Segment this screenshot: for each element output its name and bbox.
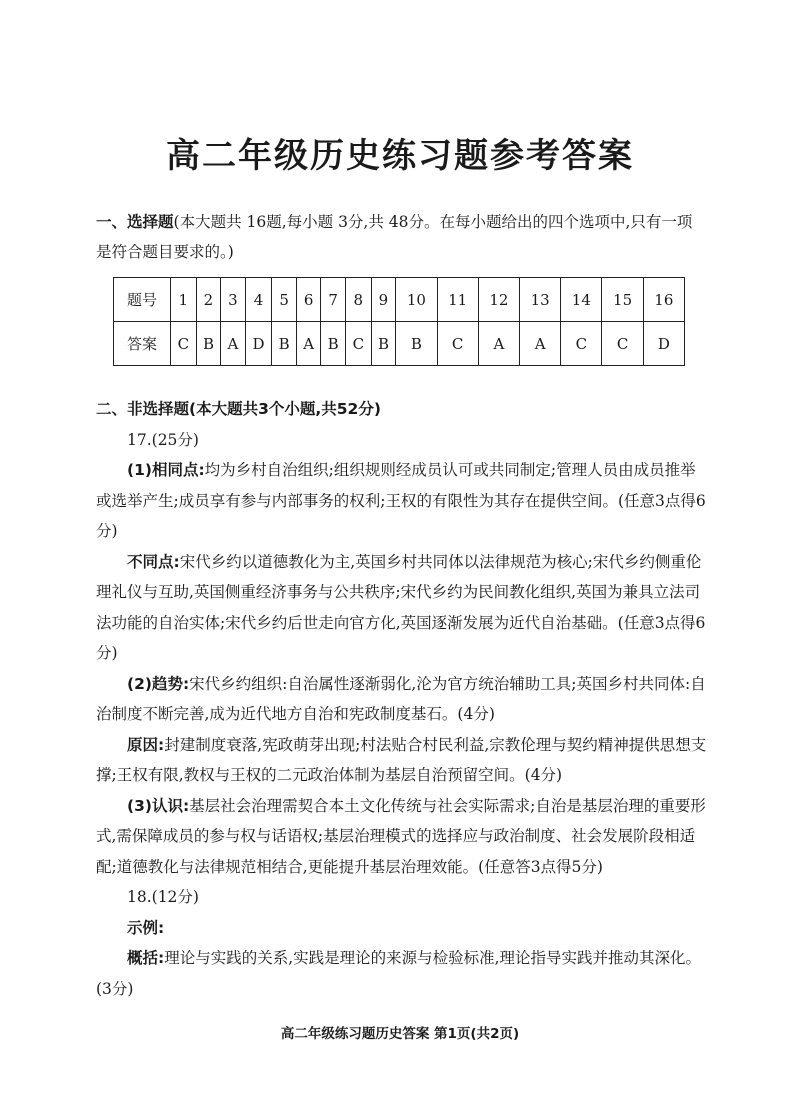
table-row-answers bbox=[114, 322, 685, 366]
answer-cell: A bbox=[221, 322, 245, 366]
answer-table bbox=[113, 277, 685, 366]
question-number-cell: 8 bbox=[346, 278, 372, 322]
question-number-cell: 15 bbox=[602, 278, 643, 322]
answer-cell: D bbox=[245, 322, 272, 366]
section1-intro bbox=[96, 207, 706, 267]
section2-content bbox=[96, 394, 708, 1004]
row-label-number: 题号 bbox=[114, 278, 171, 322]
question-number-cell: 13 bbox=[520, 278, 561, 322]
answer-cell: B bbox=[396, 322, 437, 366]
question-number-cell: 4 bbox=[245, 278, 272, 322]
q17-similarities-label: (1)相同点: bbox=[127, 461, 205, 479]
q17-paragraph-reasons bbox=[96, 730, 708, 791]
q17-paragraph-differences bbox=[96, 547, 708, 669]
answer-cell: A bbox=[297, 322, 321, 366]
question-number-cell: 1 bbox=[171, 278, 197, 322]
q17-understanding-label: (3)认识: bbox=[127, 796, 190, 815]
q17-paragraph-similarities bbox=[96, 455, 708, 547]
section1-heading: 一、选择题 bbox=[96, 213, 174, 231]
row-label-answer: 答案 bbox=[114, 322, 171, 366]
q18-paragraph-summary bbox=[96, 943, 708, 1004]
q18-example-label: 示例: bbox=[127, 918, 165, 937]
section2-heading: 二、非选择题(本大题共3个小题,共52分) bbox=[96, 400, 381, 418]
question-number-cell: 9 bbox=[371, 278, 396, 322]
question-number-cell: 2 bbox=[196, 278, 221, 322]
page-footer: 高二年级练习题历史答案 第1页(共2页) bbox=[280, 1026, 520, 1042]
question-number-cell: 3 bbox=[221, 278, 245, 322]
answer-cell: B bbox=[196, 322, 221, 366]
question-number-cell: 12 bbox=[478, 278, 519, 322]
section1-description: (本大题共 16题,每小题 3分,共 48分。在每小题给出的四个选项中,只有一项是符合题目要求的。) bbox=[96, 213, 693, 261]
answer-cell: C bbox=[561, 322, 602, 366]
q18-summary-label: 概括: bbox=[127, 949, 165, 967]
q17-differences-text: 宋代乡约以道德教化为主,英国乡村共同体以法律规范为核心;宋代乡约侧重伦理礼仪与互助,英国侧重经济事务与公共秩序;宋代乡约为民间教化组织,英国为兼具立法司法功能的自治实体;宋代乡约后世走向官方化,英国逐渐发展为近代自治基础。(任意3点得6分) bbox=[96, 552, 706, 662]
q17-reasons-label: 原因: bbox=[127, 735, 165, 754]
q18-summary-text: 理论与实践的关系,实践是理论的来源与检验标准,理论指导实践并推动其深化。(3分) bbox=[96, 949, 702, 998]
answer-cell: A bbox=[478, 322, 519, 366]
question-number-cell: 16 bbox=[643, 278, 684, 322]
q17-paragraph-understanding bbox=[96, 791, 708, 883]
answer-cell: A bbox=[520, 322, 561, 366]
q17-label: 17.(25分) bbox=[127, 430, 199, 449]
q17-reasons-text: 封建制度衰落,宪政萌芽出现;村法贴合村民利益,宗教伦理与契约精神提供思想支撑;王权有限,教权与王权的二元政治体制为基层自治预留空间。(4分) bbox=[96, 735, 707, 784]
answer-cell: C bbox=[171, 322, 197, 366]
answer-cell: C bbox=[602, 322, 643, 366]
question-number-cell: 7 bbox=[321, 278, 346, 322]
question-number-cell: 10 bbox=[396, 278, 437, 322]
answer-cell: D bbox=[643, 322, 684, 366]
q17-similarities-text: 均为乡村自治组织;组织规则经成员认可或共同制定;管理人员由成员推举或选举产生;成员享有参与内部事务的权利;王权的有限性为其存在提供空间。(任意3点得6分) bbox=[96, 461, 706, 540]
question-number-cell: 6 bbox=[297, 278, 321, 322]
q17-trend-text: 宋代乡约组织:自治属性逐渐弱化,沦为官方统治辅助工具;英国乡村共同体:自治制度不断完善,成为近代地方自治和宪政制度基石。(4分) bbox=[96, 674, 706, 723]
table-row-numbers bbox=[114, 278, 685, 322]
q17-trend-label: (2)趋势: bbox=[127, 674, 190, 693]
q17-understanding-text: 基层社会治理需契合本土文化传统与社会实际需求;自治是基层治理的重要形式,需保障成员的参与权与话语权;基层治理模式的选择应与政治制度、社会发展阶段相适配;道德教化与法律规范相结合,更能提升基层治理效能。(任意答3点得5分) bbox=[96, 796, 706, 876]
q17-differences-label: 不同点: bbox=[127, 552, 180, 571]
answer-cell: B bbox=[321, 322, 346, 366]
question-number-cell: 14 bbox=[561, 278, 602, 322]
page-title: 高二年级历史练习题参考答案 bbox=[166, 136, 634, 176]
answer-cell: C bbox=[437, 322, 478, 366]
q17-paragraph-trend bbox=[96, 669, 708, 730]
answer-cell: B bbox=[371, 322, 396, 366]
question-number-cell: 5 bbox=[272, 278, 297, 322]
q18-label: 18.(12分) bbox=[127, 888, 199, 906]
answer-cell: C bbox=[346, 322, 372, 366]
answer-cell: B bbox=[272, 322, 297, 366]
question-number-cell: 11 bbox=[437, 278, 478, 322]
